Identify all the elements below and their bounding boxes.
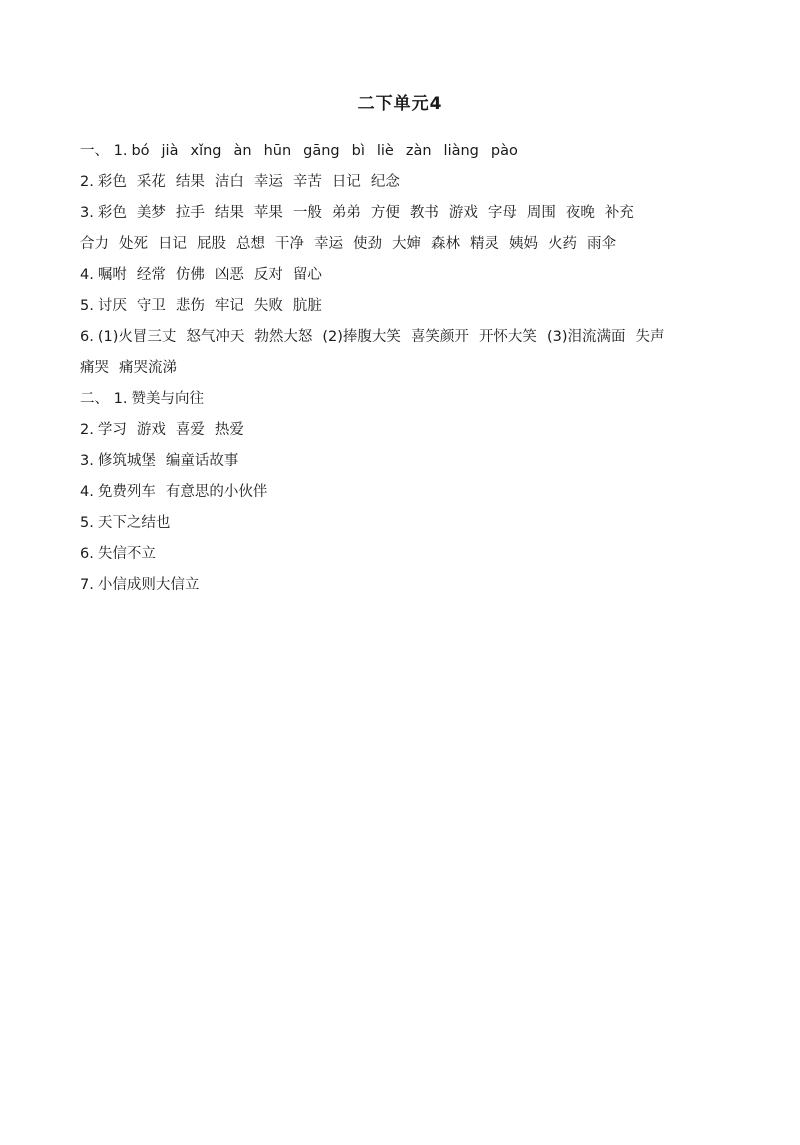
answer-item: 使劲 <box>353 236 382 252</box>
answer-item: 痛哭 <box>80 360 109 376</box>
answer-item: 失声 <box>635 329 665 345</box>
answer-item: 拉手 <box>175 205 205 221</box>
answer-item: 游戏 <box>136 422 166 438</box>
answer-item: 守卫 <box>136 298 166 314</box>
answer-item: zàn <box>405 143 432 159</box>
answer-item: 游戏 <box>448 205 478 221</box>
answer-item: 编童话故事 <box>165 453 239 469</box>
answer-item: 夜晚 <box>565 205 595 221</box>
answer-item: hūn <box>263 143 292 159</box>
answer-item: liàng <box>443 143 479 159</box>
answer-item: 悲伤 <box>175 298 205 314</box>
answer-item: 结果 <box>214 205 244 221</box>
answer-line <box>80 198 730 229</box>
answer-item: 火药 <box>548 236 577 252</box>
question-number: 6. <box>80 546 94 562</box>
answer-item: 一般 <box>292 205 322 221</box>
answer-line <box>80 322 730 353</box>
answer-item: 辛苦 <box>292 174 322 190</box>
answer-item: 洁白 <box>214 174 244 190</box>
answer-item: 留心 <box>292 267 322 283</box>
answer-item: 失信不立 <box>97 546 156 562</box>
answer-line <box>80 446 730 477</box>
answer-list <box>80 136 730 601</box>
answer-item: 结果 <box>175 174 205 190</box>
answer-item: 屁股 <box>197 236 226 252</box>
answer-item: 勃然大怒 <box>254 329 313 345</box>
answer-item: 牢记 <box>214 298 244 314</box>
answer-line <box>80 260 730 291</box>
answer-item: (3)泪流满面 <box>546 329 626 345</box>
answer-line <box>80 229 730 260</box>
page-title: 二下单元4 <box>357 94 443 114</box>
question-number: 6. <box>80 329 94 345</box>
answer-item: 纪念 <box>370 174 400 190</box>
answer-item: 讨厌 <box>97 298 127 314</box>
answer-item: 补充 <box>604 205 634 221</box>
question-number: 7. <box>80 577 94 593</box>
answer-item: 彩色 <box>97 205 127 221</box>
answer-line <box>80 508 730 539</box>
answer-item: 天下之结也 <box>97 515 171 531</box>
answer-item: 日记 <box>331 174 361 190</box>
answer-line <box>80 477 730 508</box>
answer-item: bó <box>131 143 150 159</box>
answer-item: 肮脏 <box>292 298 322 314</box>
answer-line <box>80 384 730 415</box>
answer-item: 嘱咐 <box>97 267 127 283</box>
answer-item: 教书 <box>409 205 439 221</box>
answer-item: 小信成则大信立 <box>97 577 200 593</box>
answer-item: 有意思的小伙伴 <box>165 484 268 500</box>
question-number: 5. <box>80 515 94 531</box>
answer-line <box>80 136 730 167</box>
answer-item: gāng <box>303 143 340 159</box>
answer-item: 反对 <box>253 267 283 283</box>
answer-item: 精灵 <box>470 236 499 252</box>
answer-item: 幸运 <box>314 236 343 252</box>
answer-item: xǐng <box>190 143 222 159</box>
answer-item: 免费列车 <box>97 484 156 500</box>
answer-item: (1)火冒三丈 <box>97 329 177 345</box>
answer-item: àn <box>233 143 252 159</box>
question-number: 3. <box>80 205 94 221</box>
answer-line <box>80 291 730 322</box>
answer-item: 日记 <box>158 236 187 252</box>
question-number: 2. <box>80 422 94 438</box>
answer-line <box>80 539 730 570</box>
answer-item: 开怀大笑 <box>478 329 537 345</box>
answer-item: 经常 <box>136 267 166 283</box>
question-number: 一、 1. <box>80 143 128 159</box>
answer-item: 合力 <box>80 236 109 252</box>
answer-item: 热爱 <box>214 422 244 438</box>
answer-item: 怒气冲天 <box>186 329 245 345</box>
answer-item: 凶恶 <box>214 267 244 283</box>
question-number: 4. <box>80 484 94 500</box>
answer-item: 弟弟 <box>331 205 361 221</box>
answer-item: 痛哭流涕 <box>119 360 177 376</box>
answer-item: jià <box>161 143 179 159</box>
answer-item: 方便 <box>370 205 400 221</box>
question-number: 3. <box>80 453 94 469</box>
answer-item: 总想 <box>236 236 265 252</box>
answer-item: 学习 <box>97 422 127 438</box>
answer-item: 字母 <box>487 205 517 221</box>
answer-item: 苹果 <box>253 205 283 221</box>
answer-item: 仿佛 <box>175 267 205 283</box>
answer-item: 姨妈 <box>509 236 538 252</box>
answer-item: 采花 <box>136 174 166 190</box>
question-number: 4. <box>80 267 94 283</box>
answer-item: 赞美与向往 <box>131 391 204 407</box>
answer-item: 雨伞 <box>587 236 616 252</box>
answer-item: 幸运 <box>253 174 283 190</box>
answer-item: (2)捧腹大笑 <box>322 329 401 345</box>
answer-item: 大婶 <box>392 236 421 252</box>
answer-item: pào <box>490 143 518 159</box>
question-number: 二、 1. <box>80 391 128 407</box>
answer-line <box>80 415 730 446</box>
answer-line <box>80 167 730 198</box>
answer-item: 美梦 <box>136 205 166 221</box>
answer-line <box>80 570 730 601</box>
answer-item: 修筑城堡 <box>97 453 156 469</box>
answer-item: 喜爱 <box>175 422 205 438</box>
answer-line <box>80 353 730 384</box>
answer-item: 干净 <box>275 236 304 252</box>
answer-item: 喜笑颜开 <box>410 329 469 345</box>
question-number: 5. <box>80 298 94 314</box>
answer-item: 彩色 <box>97 174 127 190</box>
answer-item: 处死 <box>119 236 148 252</box>
question-number: 2. <box>80 174 94 190</box>
answer-item: liè <box>376 143 394 159</box>
answer-item: 周围 <box>526 205 556 221</box>
answer-item: 森林 <box>431 236 460 252</box>
answer-item: 失败 <box>253 298 283 314</box>
answer-item: bì <box>351 143 365 159</box>
